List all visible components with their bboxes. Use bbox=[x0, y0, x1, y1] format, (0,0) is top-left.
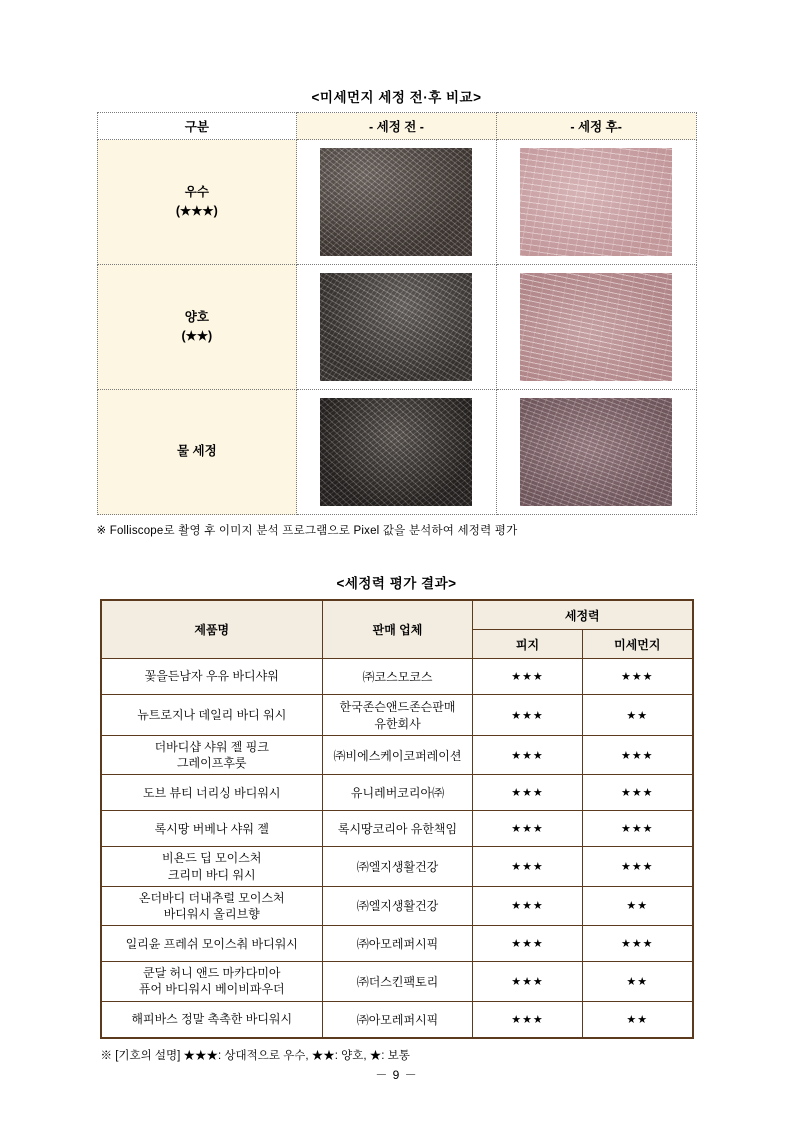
cell-sebum-rating: ★★★ bbox=[473, 775, 583, 811]
table-row bbox=[97, 140, 696, 265]
column-header-sebum: 피지 bbox=[473, 630, 583, 659]
table-row bbox=[101, 811, 693, 847]
cell-product-name: 도브 뷰티 너리싱 바디워시 bbox=[101, 775, 323, 811]
cell-product-name: 록시땅 버베나 샤워 젤 bbox=[101, 811, 323, 847]
comparison-section-title: <미세먼지 세정 전·후 비교> bbox=[311, 90, 482, 105]
cell-before-image-excellent bbox=[297, 140, 497, 265]
column-header-dust: 미세먼지 bbox=[583, 630, 693, 659]
cell-company-name: ㈜엘지생활건강 bbox=[323, 847, 473, 886]
row-label-water bbox=[97, 390, 297, 515]
results-header-row-top bbox=[101, 600, 693, 630]
row-label-line1: 양호 bbox=[184, 309, 209, 324]
cell-product-name: 일리윤 프레쉬 모이스춰 바디워시 bbox=[101, 926, 323, 962]
table-row bbox=[101, 695, 693, 736]
cell-company-name: 한국존슨앤드존슨판매 유한회사 bbox=[323, 695, 473, 736]
column-header-after: - 세정 후- bbox=[496, 113, 696, 140]
row-label-line2: (★★) bbox=[181, 329, 213, 343]
results-table bbox=[100, 599, 694, 1039]
column-header-company: 판매 업체 bbox=[323, 600, 473, 659]
cell-company-name: ㈜엘지생활건강 bbox=[323, 886, 473, 925]
cell-dust-rating: ★★★ bbox=[583, 811, 693, 847]
cell-dust-rating: ★★★ bbox=[583, 926, 693, 962]
cell-company-name: ㈜아모레퍼시픽 bbox=[323, 926, 473, 962]
cell-before-image-good bbox=[297, 265, 497, 390]
skin-after-image bbox=[520, 148, 672, 256]
cell-sebum-rating: ★★★ bbox=[473, 1001, 583, 1038]
cell-sebum-rating: ★★★ bbox=[473, 811, 583, 847]
cell-company-name: 유니레버코리아㈜ bbox=[323, 775, 473, 811]
cell-after-image-excellent bbox=[496, 140, 696, 265]
cell-dust-rating: ★★ bbox=[583, 695, 693, 736]
table-row bbox=[101, 659, 693, 695]
row-label-line1: 우수 bbox=[184, 184, 209, 199]
cell-product-name: 해피바스 정말 촉촉한 바디워시 bbox=[101, 1001, 323, 1038]
cell-product-name: 쿤달 허니 앤드 마카다미아 퓨어 바디워시 베이비파우더 bbox=[101, 962, 323, 1001]
cell-product-name: 비욘드 딥 모이스처 크리미 바디 워시 bbox=[101, 847, 323, 886]
column-header-cleansing-power: 세정력 bbox=[473, 600, 693, 630]
cell-company-name: ㈜더스킨팩토리 bbox=[323, 962, 473, 1001]
cell-sebum-rating: ★★★ bbox=[473, 926, 583, 962]
cell-company-name: ㈜비에스케이코퍼레이션 bbox=[323, 736, 473, 775]
table-row bbox=[101, 775, 693, 811]
cell-company-name: 록시땅코리아 유한책임 bbox=[323, 811, 473, 847]
cell-sebum-rating: ★★★ bbox=[473, 695, 583, 736]
skin-after-image bbox=[520, 398, 672, 506]
skin-before-image bbox=[320, 398, 472, 506]
column-header-product: 제품명 bbox=[101, 600, 323, 659]
cell-sebum-rating: ★★★ bbox=[473, 659, 583, 695]
symbol-legend: ※ [기호의 설명] ★★★: 상대적으로 우수, ★★: 양호, ★: 보통 bbox=[100, 1049, 410, 1062]
cell-dust-rating: ★★★ bbox=[583, 659, 693, 695]
cell-after-image-water bbox=[496, 390, 696, 515]
table-row bbox=[101, 962, 693, 1001]
row-label-line1: 물 세정 bbox=[176, 444, 217, 459]
cell-sebum-rating: ★★★ bbox=[473, 962, 583, 1001]
cell-sebum-rating: ★★★ bbox=[473, 886, 583, 925]
cell-sebum-rating: ★★★ bbox=[473, 736, 583, 775]
cell-product-name: 온더바디 더내추럴 모이스처 바디워시 올리브향 bbox=[101, 886, 323, 925]
cell-product-name: 뉴트로지나 데일리 바디 워시 bbox=[101, 695, 323, 736]
column-header-before: - 세정 전 - bbox=[297, 113, 497, 140]
cell-after-image-good bbox=[496, 265, 696, 390]
cell-dust-rating: ★★ bbox=[583, 1001, 693, 1038]
table-row bbox=[101, 847, 693, 886]
cell-dust-rating: ★★ bbox=[583, 886, 693, 925]
results-section-title: <세정력 평가 결과> bbox=[336, 576, 457, 591]
table-row bbox=[101, 1001, 693, 1038]
cell-product-name: 꽃을든남자 우유 바디샤워 bbox=[101, 659, 323, 695]
cell-product-name: 더바디샵 샤워 젤 핑크 그레이프후룻 bbox=[101, 736, 323, 775]
cell-dust-rating: ★★ bbox=[583, 962, 693, 1001]
row-label-line2: (★★★) bbox=[175, 204, 218, 218]
skin-before-image bbox=[320, 273, 472, 381]
skin-before-image bbox=[320, 148, 472, 256]
cell-dust-rating: ★★★ bbox=[583, 736, 693, 775]
cell-dust-rating: ★★★ bbox=[583, 847, 693, 886]
comparison-note: ※ Folliscope로 촬영 후 이미지 분석 프로그램으로 Pixel 값을 분석하여 세정력 평가 bbox=[96, 525, 518, 537]
column-header-category: 구분 bbox=[97, 113, 297, 140]
table-row bbox=[101, 926, 693, 962]
table-header-row bbox=[97, 113, 696, 140]
comparison-table bbox=[97, 112, 697, 515]
cell-dust-rating: ★★★ bbox=[583, 775, 693, 811]
table-row bbox=[101, 736, 693, 775]
table-row bbox=[97, 390, 696, 515]
cell-company-name: ㈜아모레퍼시픽 bbox=[323, 1001, 473, 1038]
cell-before-image-water bbox=[297, 390, 497, 515]
row-label-good bbox=[97, 265, 297, 390]
table-row bbox=[97, 265, 696, 390]
table-row bbox=[101, 886, 693, 925]
cell-sebum-rating: ★★★ bbox=[473, 847, 583, 886]
page-number: － 9 － bbox=[375, 1068, 418, 1082]
skin-after-image bbox=[520, 273, 672, 381]
row-label-excellent bbox=[97, 140, 297, 265]
cell-company-name: ㈜코스모코스 bbox=[323, 659, 473, 695]
